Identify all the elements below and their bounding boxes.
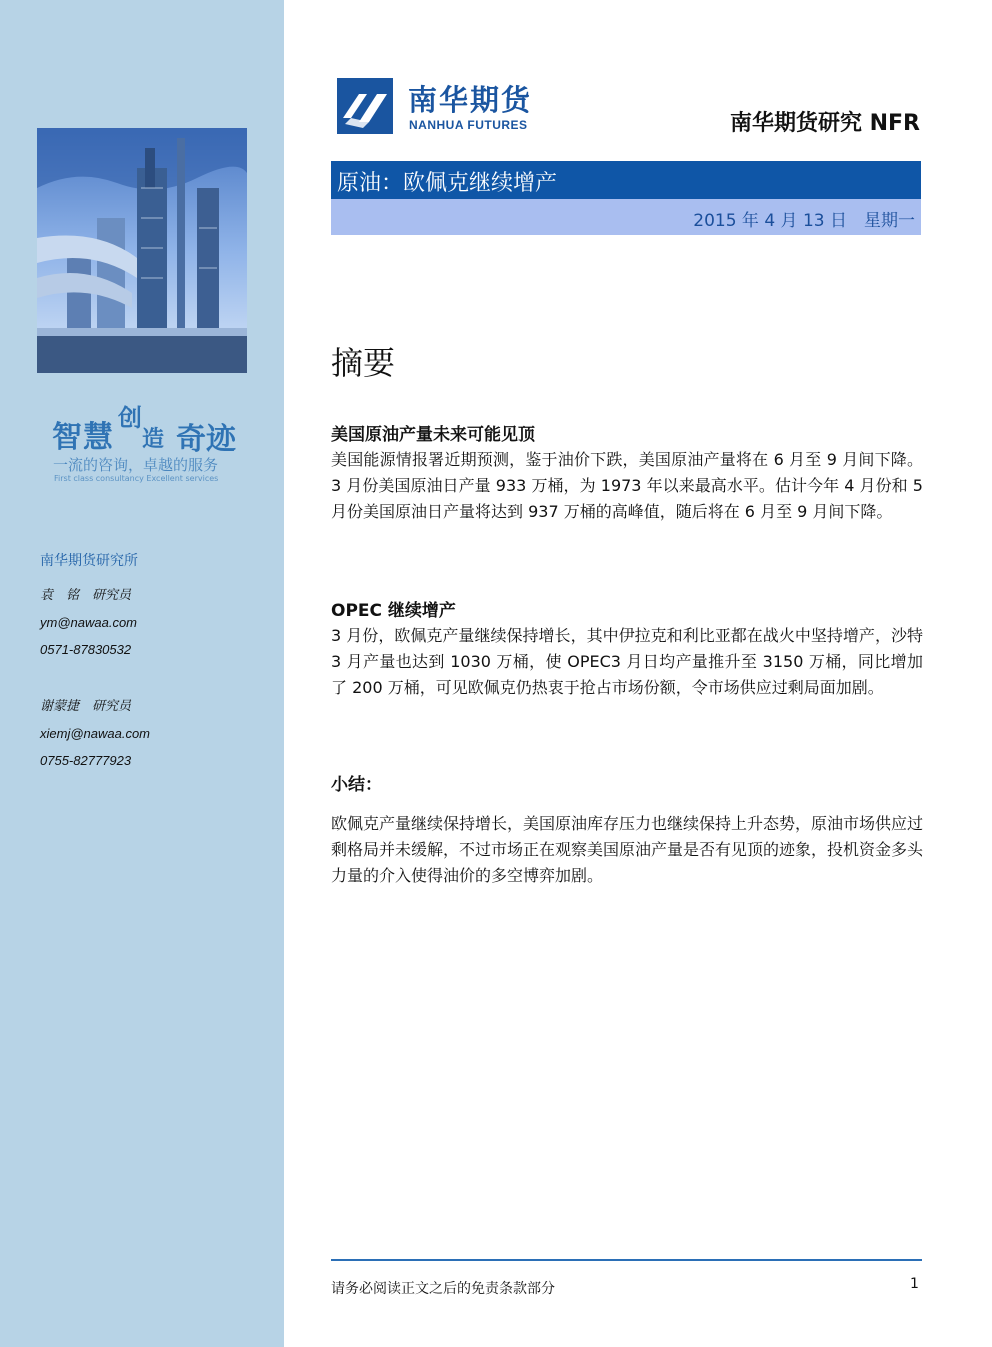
company-logo (337, 78, 547, 134)
slogan-text-1: 智慧 (52, 420, 114, 455)
report-title: 原油：欧佩克继续增产 (337, 171, 558, 196)
page-number: 1 (910, 1276, 919, 1292)
institute-name: 南华期货研究所 (40, 553, 138, 569)
analyst-name: 谢蒙捷 研究员 (40, 698, 132, 713)
sidebar (0, 0, 284, 1347)
slogan-text-4: 奇迹 (176, 422, 236, 457)
analyst-name: 袁 铭 研究员 (40, 587, 132, 602)
report-date-bar (331, 199, 921, 235)
logo-chinese: 南华期货 (408, 83, 533, 117)
report-brand: 南华期货研究 NFR (729, 111, 920, 136)
contact-block (40, 550, 260, 780)
footer-divider (331, 1259, 922, 1261)
slogan-english: First class consultancy Excellent services (54, 474, 219, 483)
nanhua-logo-icon (337, 78, 393, 134)
section-title: 美国原油产量未来可能见顶 (331, 425, 535, 445)
report-date: 2015 年 4 月 13 日 星期一 (693, 211, 915, 231)
section-body: 3 月份，欧佩克产量继续保持增长，其中伊拉克和利比亚都在战火中坚持增产，沙特 3 月产量也达到 1030 万桶，使 OPEC3 月日均产量推升至 3150 万桶，同比增加了 200 万桶，可见欧佩克仍热衷于抢占市场份额，令市场供应过剩局面加剧。 (331, 626, 923, 697)
analyst-email[interactable]: ym@nawaa.com (40, 615, 138, 630)
slogan (50, 400, 250, 490)
logo-english: NANHUA FUTURES (409, 118, 528, 132)
abstract-heading: 摘要 (331, 344, 396, 382)
abstract-section (331, 420, 923, 525)
report-title-bar (331, 161, 921, 199)
abstract-section (331, 596, 923, 701)
slogan-subtitle: 一流的咨询，卓越的服务 (53, 456, 219, 474)
section-title: 小结： (331, 775, 382, 795)
slogan-text-3: 造 (142, 426, 165, 452)
refinery-photo (37, 128, 247, 373)
section-title: OPEC 继续增产 (331, 601, 456, 621)
analyst-email[interactable]: xiemj@nawaa.com (40, 726, 151, 741)
slogan-text-2: 创 (118, 403, 142, 432)
analyst-phone: 0571-87830532 (40, 642, 132, 657)
section-body: 美国能源情报署近期预测，鉴于油价下跌，美国原油产量将在 6 月至 9 月间下降。3 月份美国原油日产量 933 万桶，为 1973 年以来最高水平。估计今年 4 月份和 5 月份美国原油日产量将达到 937 万桶的高峰值，随后将在 6 月至 9 月间下降。 (331, 450, 923, 521)
section-body: 欧佩克产量继续保持增长，美国原油库存压力也继续保持上升态势，原油市场供应过剩格局并未缓解，不过市场正在观察美国原油产量是否有见顶的迹象，投机资金多头力量的介入使得油价的多空博弈加剧。 (331, 814, 924, 885)
abstract-section (331, 770, 923, 889)
footer-disclaimer: 请务必阅读正文之后的免责条款部分 (331, 1281, 555, 1297)
analyst-phone: 0755-82777923 (40, 753, 132, 768)
